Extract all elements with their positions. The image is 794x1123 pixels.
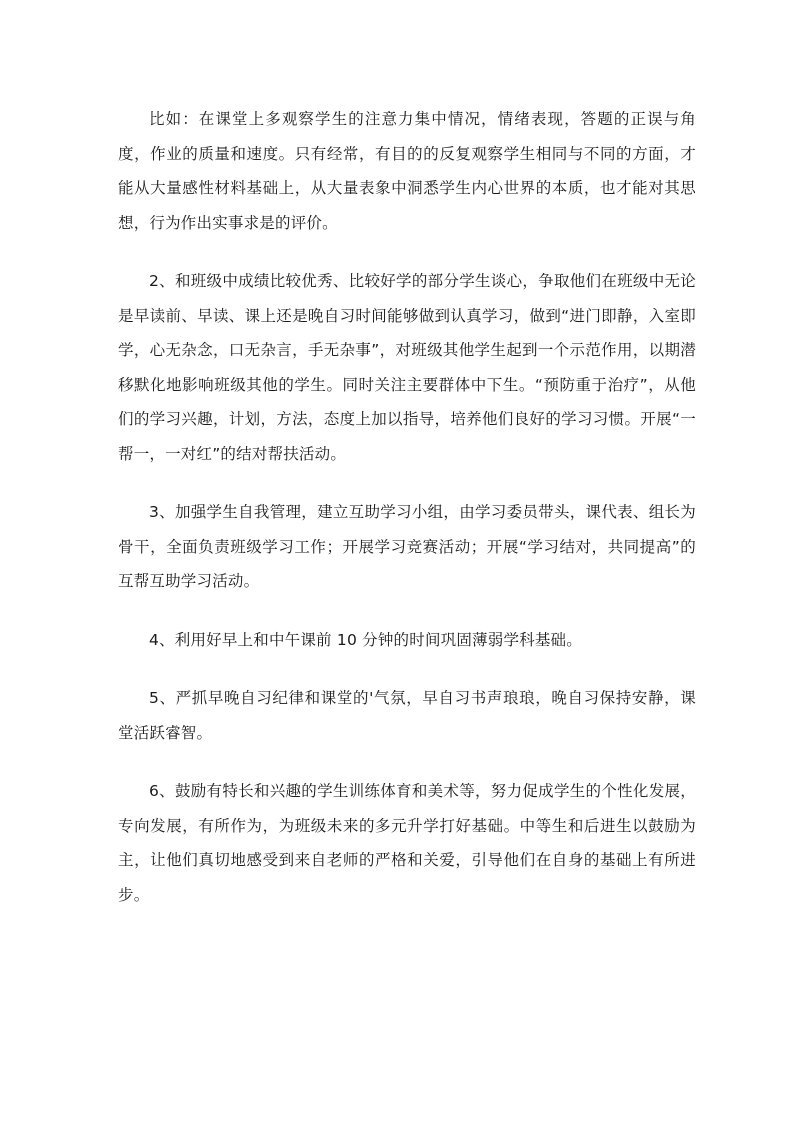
paragraph-item-2: 2、和班级中成绩比较优秀、比较好学的部分学生谈心，争取他们在班级中无论是早读前、早读、课上还是晚自习时间能够做到认真学习，做到“进门即静，入室即学，心无杂念，口无杂言，手无杂事”，对班级其他学生起到一个示范作用，以期潜移默化地影响班级其他的学生。同时关注主要群体中下生。“预防重于治疗”，从他们的学习兴趣，计划，方法，态度上加以指导，培养他们良好的学习习惯。开展“一帮一，一对红”的结对帮扶活动。: [118, 272, 696, 463]
paragraph-item-6: 6、鼓励有特长和兴趣的学生训练体育和美术等，努力促成学生的个性化发展，专向发展，有所作为，为班级未来的多元升学打好基础。中等生和后进生以鼓励为主，让他们真切地感受到来自老师的严格和关爱，引导他们在自身的基础上有所进步。: [118, 782, 696, 904]
paragraph-item-3: 3、加强学生自我管理，建立互助学习小组，由学习委员带头，课代表、组长为骨干，全面负责班级学习工作；开展学习竞赛活动；开展“学习结对，共同提高”的互帮互助学习活动。: [118, 503, 696, 590]
paragraph-observation: 比如：在课堂上多观察学生的注意力集中情况，情绪表现，答题的正误与角度，作业的质量和速度。只有经常，有目的的反复观察学生相同与不同的方面，才能从大量感性材料基础上，从大量表象中洞悉学生内心世界的本质，也才能对其思想，行为作出实事求是的评价。: [118, 110, 696, 232]
document-body: [118, 102, 696, 936]
paragraph-item-5: 5、严抓早晚自习纪律和课堂的'气氛，早自习书声琅琅，晚自习保持安静，课堂活跃睿智。: [118, 689, 696, 742]
paragraph-item-4: 4、利用好早上和中午课前 10 分钟的时间巩固薄弱学科基础。: [149, 630, 582, 649]
